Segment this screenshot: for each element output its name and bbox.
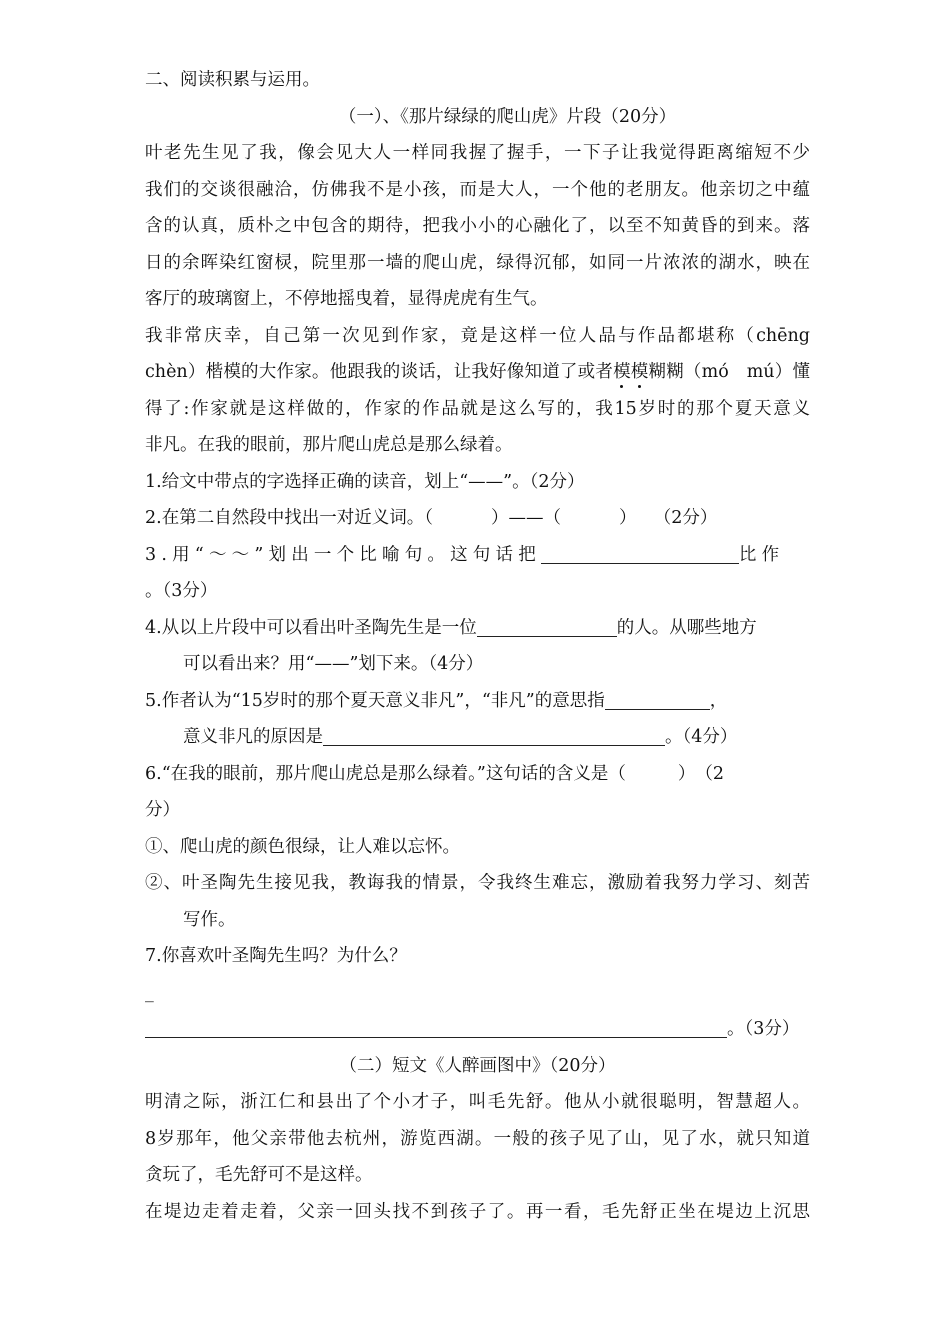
question-5-cont: [145, 719, 810, 756]
passage1-line-part: 糊糊（mó mú）懂: [648, 362, 810, 382]
answer-blank[interactable]: [541, 541, 739, 564]
question-2-score: （2分）: [662, 508, 718, 528]
passage1-line: 我非常庆幸，自己第一次见到作家，竟是这样一位人品与作品都堪称（chēng: [145, 325, 810, 346]
exam-page: [145, 62, 810, 1230]
passage1-line: 客厅的玻璃窗上，不停地摇曳着，显得虎虎有生气。: [145, 289, 548, 309]
question-6: [145, 756, 810, 793]
question-4-end: 的人。从哪些地方: [616, 617, 757, 638]
passage1-line: 叶老先生见了我，像会见大人一样同我握了握手，一下子让我觉得距离缩短不少: [145, 143, 810, 163]
question-3: [145, 537, 810, 574]
question-3-cont: 。（3分）: [145, 581, 218, 601]
question-6-option-cont: 写作。: [183, 909, 236, 930]
question-1: 1.给文中带点的字选择正确的读音，划上“——”。（2分）: [145, 471, 585, 492]
question-5-end: ，: [709, 690, 728, 711]
passage2-line: 8岁那年，他父亲带他去杭州，游览西湖。一般的孩子见了山，见了水，就只知道: [145, 1128, 810, 1149]
passage1-line: 日的余晖染红窗棂，院里那一墙的爬山虎，绿得沉郁，如同一片浓浓的湖水，映在: [145, 252, 810, 273]
question-3-end: 比作: [738, 544, 785, 565]
question-4-cont: 可以看出来？用“——”划下来。（4分）: [183, 654, 484, 674]
question-4: [145, 610, 810, 647]
question-7-end: 。（3分）: [727, 1019, 800, 1039]
passage1-line: 含的认真，质朴之中包含的期待，把我小小的心融化了，以至不知黄昏的到来。落: [145, 216, 810, 236]
question-6-option: ①、爬山虎的颜色很绿，让人难以忘怀。: [145, 836, 460, 857]
passage1-line: 我们的交谈很融洽，仿佛我不是小孩，而是大人，一个他的老朋友。他亲切之中蕴: [145, 179, 810, 200]
question-7: 7.你喜欢叶圣陶先生吗？为什么？: [145, 946, 407, 966]
question-2-dash: ）——（: [490, 508, 561, 528]
question-6-cont: 分）: [145, 800, 180, 820]
passage1-line: 非凡。在我的眼前，那片爬山虎总是那么绿着。: [145, 435, 513, 455]
passage1-line-dotted: [145, 354, 810, 391]
answer-blank[interactable]: [145, 1015, 727, 1038]
passage2-body: [145, 1084, 810, 1230]
answer-blank[interactable]: [477, 614, 617, 637]
passage1-line-part: chèn）楷模的大作家。他跟我的谈话，让我好像知道了或者: [145, 362, 614, 382]
question-5-cont-end: 。（4分）: [665, 727, 738, 747]
question-2: [145, 500, 810, 537]
dotted-char: 模: [613, 362, 631, 382]
question-4-text: 4.从以上片段中可以看出叶圣陶先生是一位: [145, 617, 477, 638]
question-7-answer: [145, 1011, 810, 1048]
passage2-line: 贪玩了，毛先舒可不是这样。: [145, 1165, 373, 1185]
answer-blank[interactable]: [323, 723, 665, 746]
passage1-body: [145, 135, 810, 464]
answer-blank[interactable]: [605, 687, 710, 710]
passage2-title: （二）短文《人醉画图中》（20分）: [339, 1055, 616, 1076]
passage2-line: 明清之际，浙江仁和县出了个小才子，叫毛先舒。他从小就很聪明，智慧超人。: [145, 1092, 810, 1112]
passage1-title: （一）、《那片绿绿的爬山虎》片段（20分）: [338, 106, 677, 127]
question-2-text: 2.在第二自然段中找出一对近义词。（: [145, 508, 433, 528]
question-5: [145, 683, 810, 720]
question-6-text: 6.“在我的眼前，那片爬山虎总是那么绿着。”这句话的含义是（: [145, 763, 626, 784]
dotted-char: 模: [630, 362, 649, 382]
question-2-close: ）: [618, 508, 637, 528]
question-6-end: ） （2: [677, 763, 724, 784]
question-5-text: 5.作者认为“15岁时的那个夏天意义非凡”，“非凡”的意思指: [145, 690, 605, 711]
question-3-text: 3.用“～～”划出一个比喻句。这句话把: [145, 544, 541, 565]
question-6-option: ②、叶圣陶先生接见我，教诲我的情景，令我终生难忘，激励着我努力学习、刻苦: [145, 873, 810, 893]
section-heading: 二、阅读积累与运用。: [145, 70, 320, 90]
question-5-cont-text: 意义非凡的原因是: [183, 727, 323, 747]
passage1-line: 得了:作家就是这样做的，作家的作品就是这么写的，我15岁时的那个夏天意义: [145, 398, 810, 419]
question-7-mark: _: [145, 982, 154, 1003]
passage2-line: 在堤边走着走着，父亲一回头找不到孩子了。再一看，毛先舒正坐在堤边上沉思: [145, 1201, 810, 1222]
